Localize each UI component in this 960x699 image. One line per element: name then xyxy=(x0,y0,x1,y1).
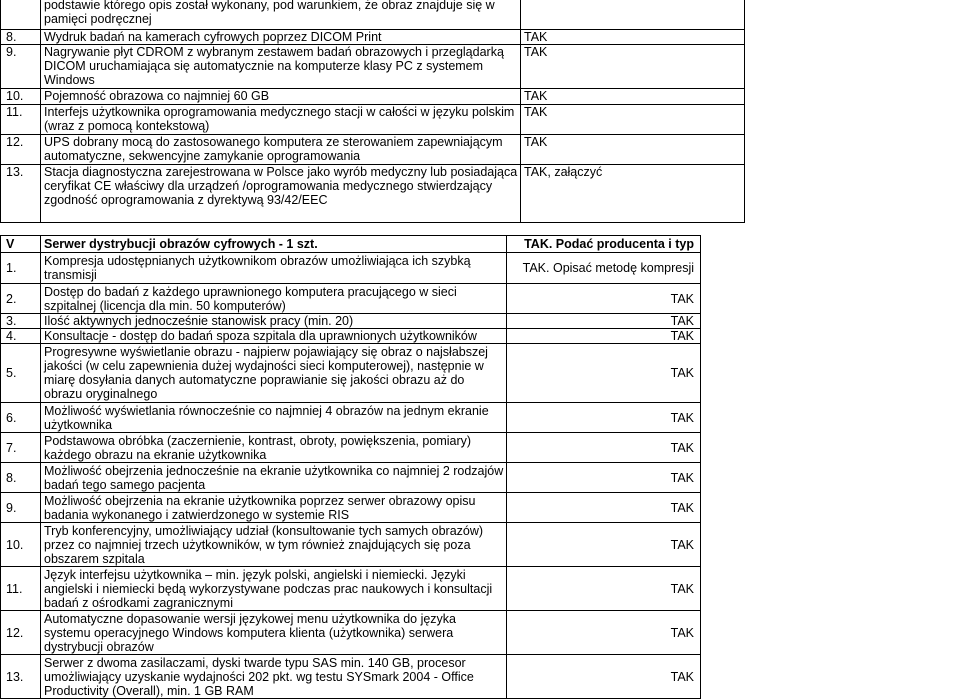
row-description: Pojemność obrazowa co najmniej 60 GB xyxy=(41,89,521,105)
row-requirement: TAK xyxy=(507,284,701,314)
table-row xyxy=(1,403,701,433)
table-row xyxy=(1,493,701,523)
table-row xyxy=(1,89,745,105)
table-row xyxy=(1,463,701,493)
table-row xyxy=(1,30,745,45)
table-row xyxy=(1,655,701,699)
row-requirement: TAK xyxy=(507,655,701,699)
table-row xyxy=(1,314,701,329)
row-number: 2. xyxy=(1,284,41,314)
row-number: 8. xyxy=(1,30,41,45)
row-description: Kompresja udostępnianych użytkownikom obrazów umożliwiająca ich szybką transmisji xyxy=(41,253,507,284)
row-requirement: TAK xyxy=(507,314,701,329)
row-description: podstawie którego opis został wykonany, pod warunkiem, że obraz znajduje się w pamięci podręcznej xyxy=(41,0,521,30)
row-requirement: TAK xyxy=(521,30,745,45)
table-row xyxy=(1,105,745,135)
row-requirement: TAK xyxy=(507,433,701,463)
row-number: 9. xyxy=(1,493,41,523)
table-row xyxy=(1,253,701,284)
row-description: Tryb konferencyjny, umożliwiający udział (konsultowanie tych samych obrazów) przez co najmniej trzech użytkowników, w tym również znajdujących się poza obszarem szpitala xyxy=(41,523,507,567)
table-row xyxy=(1,567,701,611)
row-requirement: TAK xyxy=(521,89,745,105)
row-number: 12. xyxy=(1,611,41,655)
row-description: Możliwość obejrzenia jednocześnie na ekranie użytkownika co najmniej 2 rodzajów badań tego samego pacjenta xyxy=(41,463,507,493)
row-requirement: TAK xyxy=(507,344,701,403)
row-number: 8. xyxy=(1,463,41,493)
row-description: Stacja diagnostyczna zarejestrowana w Polsce jako wyrób medyczny lub posiadająca ceryfikat CE właściwy dla urządzeń /oprogramowania medycznego stwierdzający zgodność oprogramowania z dyrektywą 93/42/EEC xyxy=(41,165,521,223)
row-description: Podstawowa obróbka (zaczernienie, kontrast, obroty, powiększenia, pomiary) każdego obrazu na ekranie użytkownika xyxy=(41,433,507,463)
table-row xyxy=(1,0,745,30)
requirements-table-server xyxy=(0,235,701,699)
row-requirement: TAK xyxy=(507,403,701,433)
row-number: 7. xyxy=(1,433,41,463)
section-requirement: TAK. Podać producenta i typ xyxy=(507,236,701,253)
table-row xyxy=(1,433,701,463)
table-row xyxy=(1,165,745,223)
row-number: 10. xyxy=(1,89,41,105)
table-row xyxy=(1,523,701,567)
row-requirement: TAK xyxy=(507,523,701,567)
row-requirement: TAK xyxy=(507,567,701,611)
table-row xyxy=(1,329,701,344)
row-number: 5. xyxy=(1,344,41,403)
row-requirement: TAK xyxy=(521,45,745,89)
row-description: Możliwość obejrzenia na ekranie użytkownika poprzez serwer obrazowy opisu badania wykonanego i zatwierdzonego w systemie RIS xyxy=(41,493,507,523)
row-requirement: TAK xyxy=(507,493,701,523)
row-number: 13. xyxy=(1,165,41,223)
row-number: 6. xyxy=(1,403,41,433)
row-description: Dostęp do badań z każdego uprawnionego komputera pracującego w sieci szpitalnej (licencja dla min. 50 komputerów) xyxy=(41,284,507,314)
row-number: 4. xyxy=(1,329,41,344)
row-number: 9. xyxy=(1,45,41,89)
row-description: Ilość aktywnych jednocześnie stanowisk pracy (min. 20) xyxy=(41,314,507,329)
row-number: 11. xyxy=(1,567,41,611)
requirements-table-upper xyxy=(0,0,745,223)
row-description: Progresywne wyświetlanie obrazu - najpierw pojawiający się obraz o najsłabszej jakości (w celu zapewnienia dużej wydajności sieci komputerowej), następnie w miarę dosyłania danych automatyczne poprawianie się jakości obrazu aż do obrazu oryginalnego xyxy=(41,344,507,403)
row-requirement: TAK, załączyć xyxy=(521,165,745,223)
section-number: V xyxy=(1,236,41,253)
table-row xyxy=(1,284,701,314)
row-number xyxy=(1,0,41,30)
table-row xyxy=(1,45,745,89)
row-number: 13. xyxy=(1,655,41,699)
row-requirement: TAK xyxy=(521,105,745,135)
row-requirement xyxy=(521,0,745,30)
section-title: Serwer dystrybucji obrazów cyfrowych - 1 szt. xyxy=(41,236,507,253)
row-requirement: TAK xyxy=(507,463,701,493)
row-description: Wydruk badań na kamerach cyfrowych poprzez DICOM Print xyxy=(41,30,521,45)
row-description: Interfejs użytkownika oprogramowania medycznego stacji w całości w języku polskim (wraz z pomocą kontekstową) xyxy=(41,105,521,135)
row-description: Serwer z dwoma zasilaczami, dyski twarde typu SAS min. 140 GB, procesor umożliwiający uzyskanie wydajności 202 pkt. wg testu SYSmark 2004 - Office Productivity (Overall), min. 1 GB RAM xyxy=(41,655,507,699)
row-requirement: TAK xyxy=(521,135,745,165)
row-number: 10. xyxy=(1,523,41,567)
row-number: 1. xyxy=(1,253,41,284)
row-number: 11. xyxy=(1,105,41,135)
table-row xyxy=(1,135,745,165)
table-row xyxy=(1,611,701,655)
row-description: Język interfejsu użytkownika – min. język polski, angielski i niemiecki. Języki angielski i niemiecki będą wykorzystywane podczas prac naukowych i konsultacji badań z ośrodkami zagranicznymi xyxy=(41,567,507,611)
row-requirement: TAK xyxy=(507,329,701,344)
row-description: UPS dobrany mocą do zastosowanego komputera ze sterowaniem zapewniającym automatyczne, sekwencyjne zamykanie oprogramowania xyxy=(41,135,521,165)
section-header-row xyxy=(1,236,701,253)
row-number: 3. xyxy=(1,314,41,329)
row-requirement: TAK. Opisać metodę kompresji xyxy=(507,253,701,284)
row-description: Konsultacje - dostęp do badań spoza szpitala dla uprawnionych użytkowników xyxy=(41,329,507,344)
row-description: Nagrywanie płyt CDROM z wybranym zestawem badań obrazowych i przeglądarką DICOM uruchamiająca się automatycznie na komputerze klasy PC z systemem Windows xyxy=(41,45,521,89)
table-row xyxy=(1,344,701,403)
row-description: Automatyczne dopasowanie wersji językowej menu użytkownika do języka systemu operacyjnego Windows komputera klienta (użytkownika) serwera dystrybucji obrazów xyxy=(41,611,507,655)
row-description: Możliwość wyświetlania równocześnie co najmniej 4 obrazów na jednym ekranie użytkownika xyxy=(41,403,507,433)
row-requirement: TAK xyxy=(507,611,701,655)
row-number: 12. xyxy=(1,135,41,165)
